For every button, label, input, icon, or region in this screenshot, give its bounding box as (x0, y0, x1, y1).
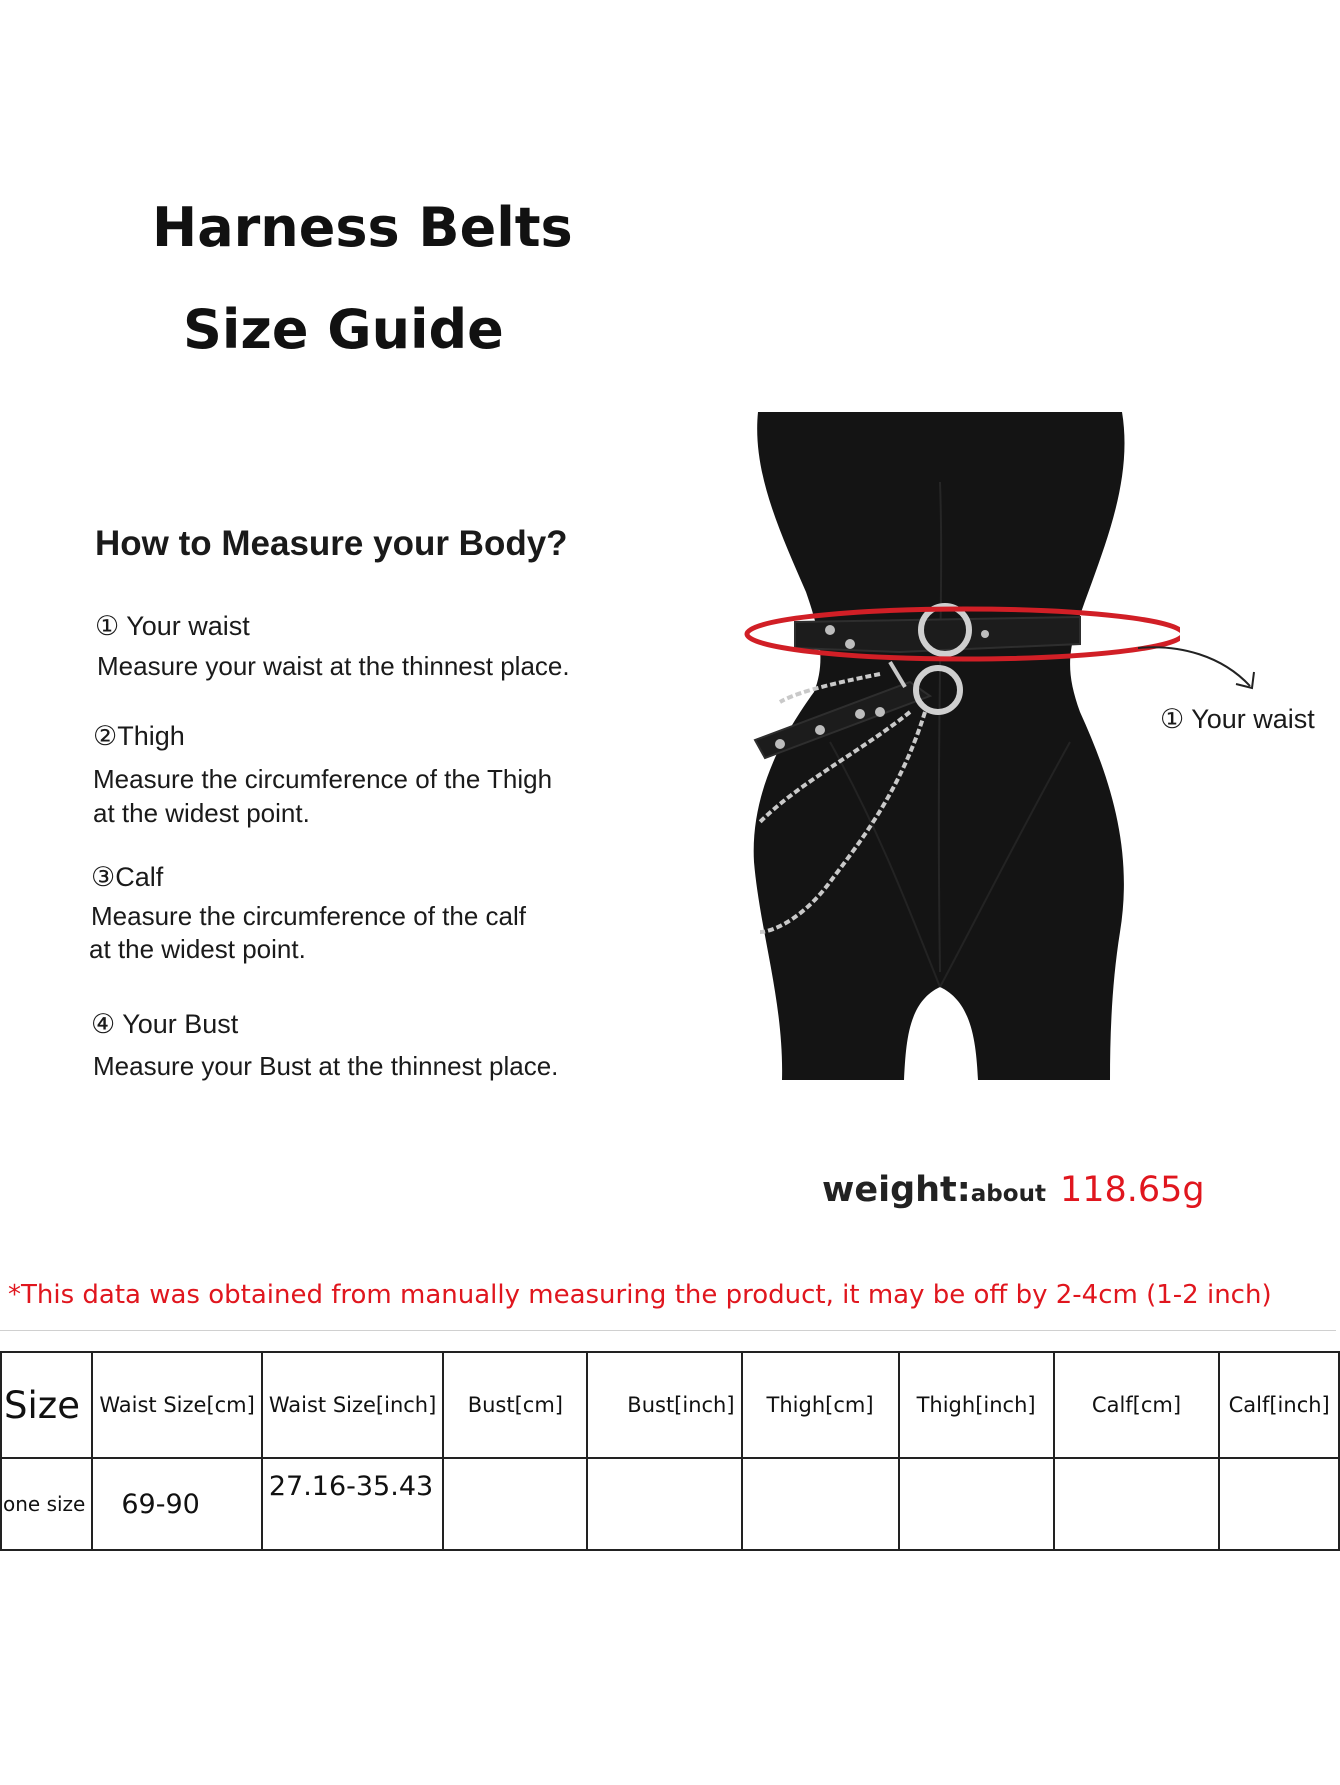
table-header-cell: Thigh[cm] (742, 1352, 899, 1458)
product-weight (822, 1170, 1205, 1210)
step-thigh-desc-2: at the widest point. (93, 798, 310, 828)
table-cell: 69-90 (92, 1458, 261, 1550)
weight-about: about (970, 1181, 1046, 1207)
table-header-row (1, 1352, 1339, 1458)
table-cell (742, 1458, 899, 1550)
size-table (0, 1351, 1340, 1551)
table-header-cell: Calf[cm] (1054, 1352, 1220, 1458)
step-calf-desc-2: at the widest point. (89, 934, 306, 964)
step-calf-desc-1: Measure the circumference of the calf (91, 901, 526, 931)
measurement-disclaimer: *This data was obtained from manually measuring the product, it may be off by 2-4cm (1-2 inch) (8, 1280, 1272, 1310)
measure-heading: How to Measure your Body? (95, 524, 568, 563)
table-header-cell: Calf[inch] (1219, 1352, 1339, 1458)
table-cell (899, 1458, 1054, 1550)
step-thigh-desc-1: Measure the circumference of the Thigh (93, 764, 553, 794)
table-header-cell: Bust[inch] (587, 1352, 741, 1458)
table-header-cell: Waist Size[cm] (92, 1352, 261, 1458)
step-calf-title: ③Calf (91, 862, 164, 892)
table-cell: 27.16-35.43 (262, 1458, 443, 1550)
table-header-cell: Waist Size[inch] (262, 1352, 443, 1458)
table-header-cell: Size (1, 1352, 92, 1458)
table-cell (587, 1458, 741, 1550)
step-thigh-title: ②Thigh (93, 721, 185, 751)
step-bust-desc: Measure your Bust at the thinnest place. (93, 1051, 559, 1081)
table-cell (443, 1458, 587, 1550)
weight-label: weight: (822, 1170, 971, 1210)
waist-callout-label: ① Your waist (1160, 704, 1315, 734)
page-title: Harness Belts (152, 196, 573, 259)
table-header-cell: Bust[cm] (443, 1352, 587, 1458)
divider (0, 1330, 1336, 1331)
table-cell (1054, 1458, 1220, 1550)
table-row (1, 1458, 1339, 1550)
step-waist-title: ① Your waist (95, 611, 250, 641)
product-photo (740, 412, 1180, 1080)
callout-arrow-icon (1130, 630, 1280, 700)
table-cell: one size (1, 1458, 92, 1550)
weight-value: 118.65g (1059, 1170, 1205, 1210)
table-header-cell: Thigh[inch] (899, 1352, 1054, 1458)
step-bust-title: ④ Your Bust (91, 1009, 239, 1039)
page-subtitle: Size Guide (183, 298, 504, 361)
step-waist-desc: Measure your waist at the thinnest place. (97, 651, 570, 681)
table-cell (1219, 1458, 1339, 1550)
